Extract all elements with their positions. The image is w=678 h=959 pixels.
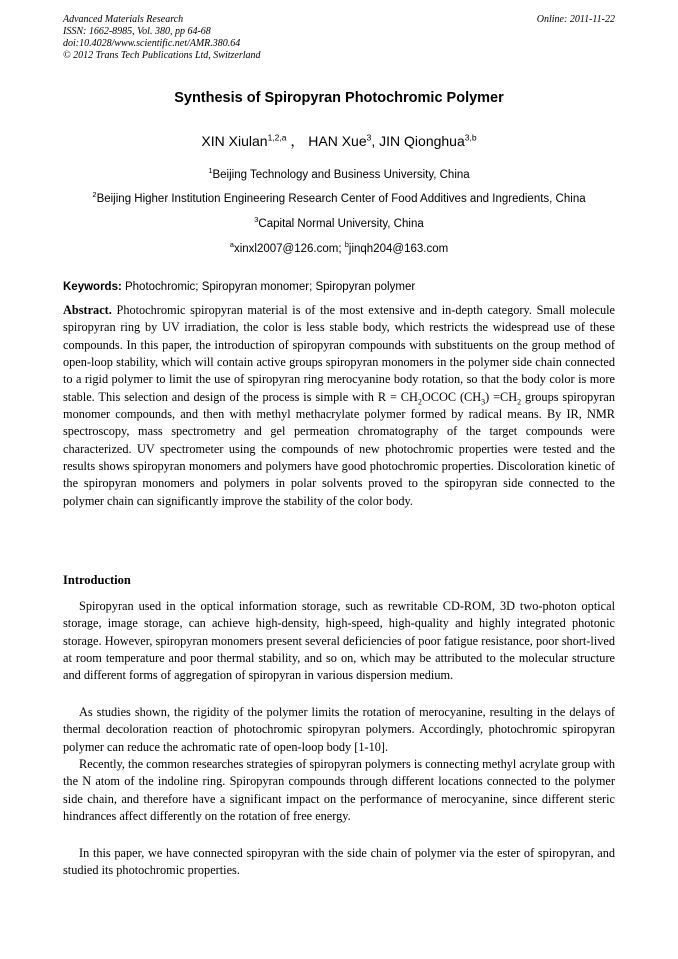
affiliation-1-sup: 1 <box>208 166 213 175</box>
author-line <box>0 131 678 151</box>
online-date: Online: 2011-11-22 <box>536 14 615 25</box>
affiliation-2 <box>0 190 678 205</box>
email-b: jinqh204@163.com <box>348 242 449 255</box>
affiliation-3 <box>0 215 678 230</box>
paper-title: Synthesis of Spiropyran Photochromic Polymer <box>174 90 504 106</box>
issn-line: ISSN: 1662-8985, Vol. 380, pp 64-68 <box>63 26 211 37</box>
author-separator-2: , <box>371 133 380 149</box>
email-a: xinxl2007@126.com; <box>233 242 345 255</box>
email-b-sup: b <box>344 240 349 249</box>
keywords-label: Keywords: <box>63 281 122 293</box>
author-1-sup: 1,2,a <box>267 132 287 143</box>
keywords-text: Photochromic; Spiropyran monomer; Spiropyran polymer <box>121 281 416 293</box>
journal-header <box>63 14 261 62</box>
abstract-part-2: OCOC (CH <box>421 389 482 404</box>
journal-name: Advanced Materials Research <box>63 14 184 25</box>
intro-paragraph-1: Spiropyran used in the optical information storage, such as rewritable CD-ROM, 3D two-photon optical storage, image storage, can achieve high-density, high-speed, high-quality and highly integrated photonic storage. However, spiropyran monomers present several deficiencies of poor fatigue resistance, poor short-lived at room temperature and poor thermal stability, and so on, which may be attributed to the molecular structure and different forms of aggregation of spiropyran in various dispersion medium. <box>63 599 615 683</box>
abstract-part-4: groups spiropyran monomer compounds, and then with methyl methacrylate polymer formed by radical means. By IR, NMR spectroscopy, mass spectrometry and gel permeation chromatography of the target compounds were characterized. UV spectrometer using the compounds of new photochromic properties were tested and the results shows spiropyran monomers and polymers have good photochromic properties. Discoloration kinetic of the spiropyran monomers and polymers in polar solvents proved to the spiropyran side connected to the polymer chain can significantly improve the stability of the color body. <box>63 389 616 508</box>
copyright-line: © 2012 Trans Tech Publications Ltd, Switzerland <box>63 50 261 61</box>
author-2-sup: 3 <box>366 132 372 143</box>
email-line <box>0 240 678 255</box>
keywords-line <box>63 281 615 293</box>
abstract-paragraph <box>63 302 615 510</box>
affiliation-1-text: Beijing Technology and Business University, China <box>212 168 470 181</box>
introduction-heading: Introduction <box>63 573 131 587</box>
email-a-sup: a <box>229 240 234 249</box>
author-2: HAN Xue <box>308 133 367 149</box>
affiliation-3-sup: 3 <box>254 215 259 224</box>
abstract-sub-1: 2 <box>417 397 422 407</box>
abstract-part-3: ) =CH <box>485 389 518 404</box>
intro-paragraph-4: In this paper, we have connected spiropyran with the side chain of polymer via the ester of spiropyran, and studied its photochromic properties. <box>63 846 615 878</box>
author-1: XIN Xiulan <box>201 133 268 149</box>
doi-line: doi:10.4028/www.scientific.net/AMR.380.64 <box>63 38 241 49</box>
intro-paragraph-3: Recently, the common researches strategies of spiropyran polymers is connecting methyl acrylate group with the N atom of the indoline ring. Spiropyran compounds through different locations connected to the polymer side chain, and therefore have a significant impact on the performance of merocyanine, since different steric hindrances affect differently on the rotation of free energy. <box>63 757 616 824</box>
author-3-sup: 3,b <box>464 132 477 143</box>
affiliation-2-sup: 2 <box>92 190 97 199</box>
author-3: JIN Qionghua <box>379 133 465 149</box>
abstract-sub-3: 2 <box>517 397 522 407</box>
intro-paragraph-2: As studies shown, the rigidity of the polymer limits the rotation of merocyanine, resulting in the delays of thermal decoloration reaction of photochromic spiropyran polymers. Accordingly, photochromic spiropyran polymer can reduce the achromatic rate of open-loop body [1-10]. <box>63 705 615 754</box>
affiliation-2-text: Beijing Higher Institution Engineering Research Center of Food Additives and Ingredients, China <box>96 192 586 205</box>
author-separator: ， <box>286 133 309 149</box>
affiliation-3-text: Capital Normal University, China <box>258 217 424 230</box>
affiliation-1 <box>0 166 678 181</box>
abstract-part-1: Photochromic spiropyran material is of the most extensive and in-depth category. Small molecule spiropyran ring by UV irradiation, the color is less stable body, which restricts the widespread use of these compounds. In this paper, the introduction of spiropyran compounds with substituents on the group method of open-loop stability, which will contain active groups spiropyran monomers in the polymer side chain connected to a rigid polymer to limit the use of spiropyran ring merocyanine body rotation, so that the body color is more stable. This selection and design of the process is simple with R = CH <box>63 303 615 404</box>
abstract-sub-2: 3 <box>481 397 486 407</box>
abstract-label: Abstract. <box>63 303 112 317</box>
